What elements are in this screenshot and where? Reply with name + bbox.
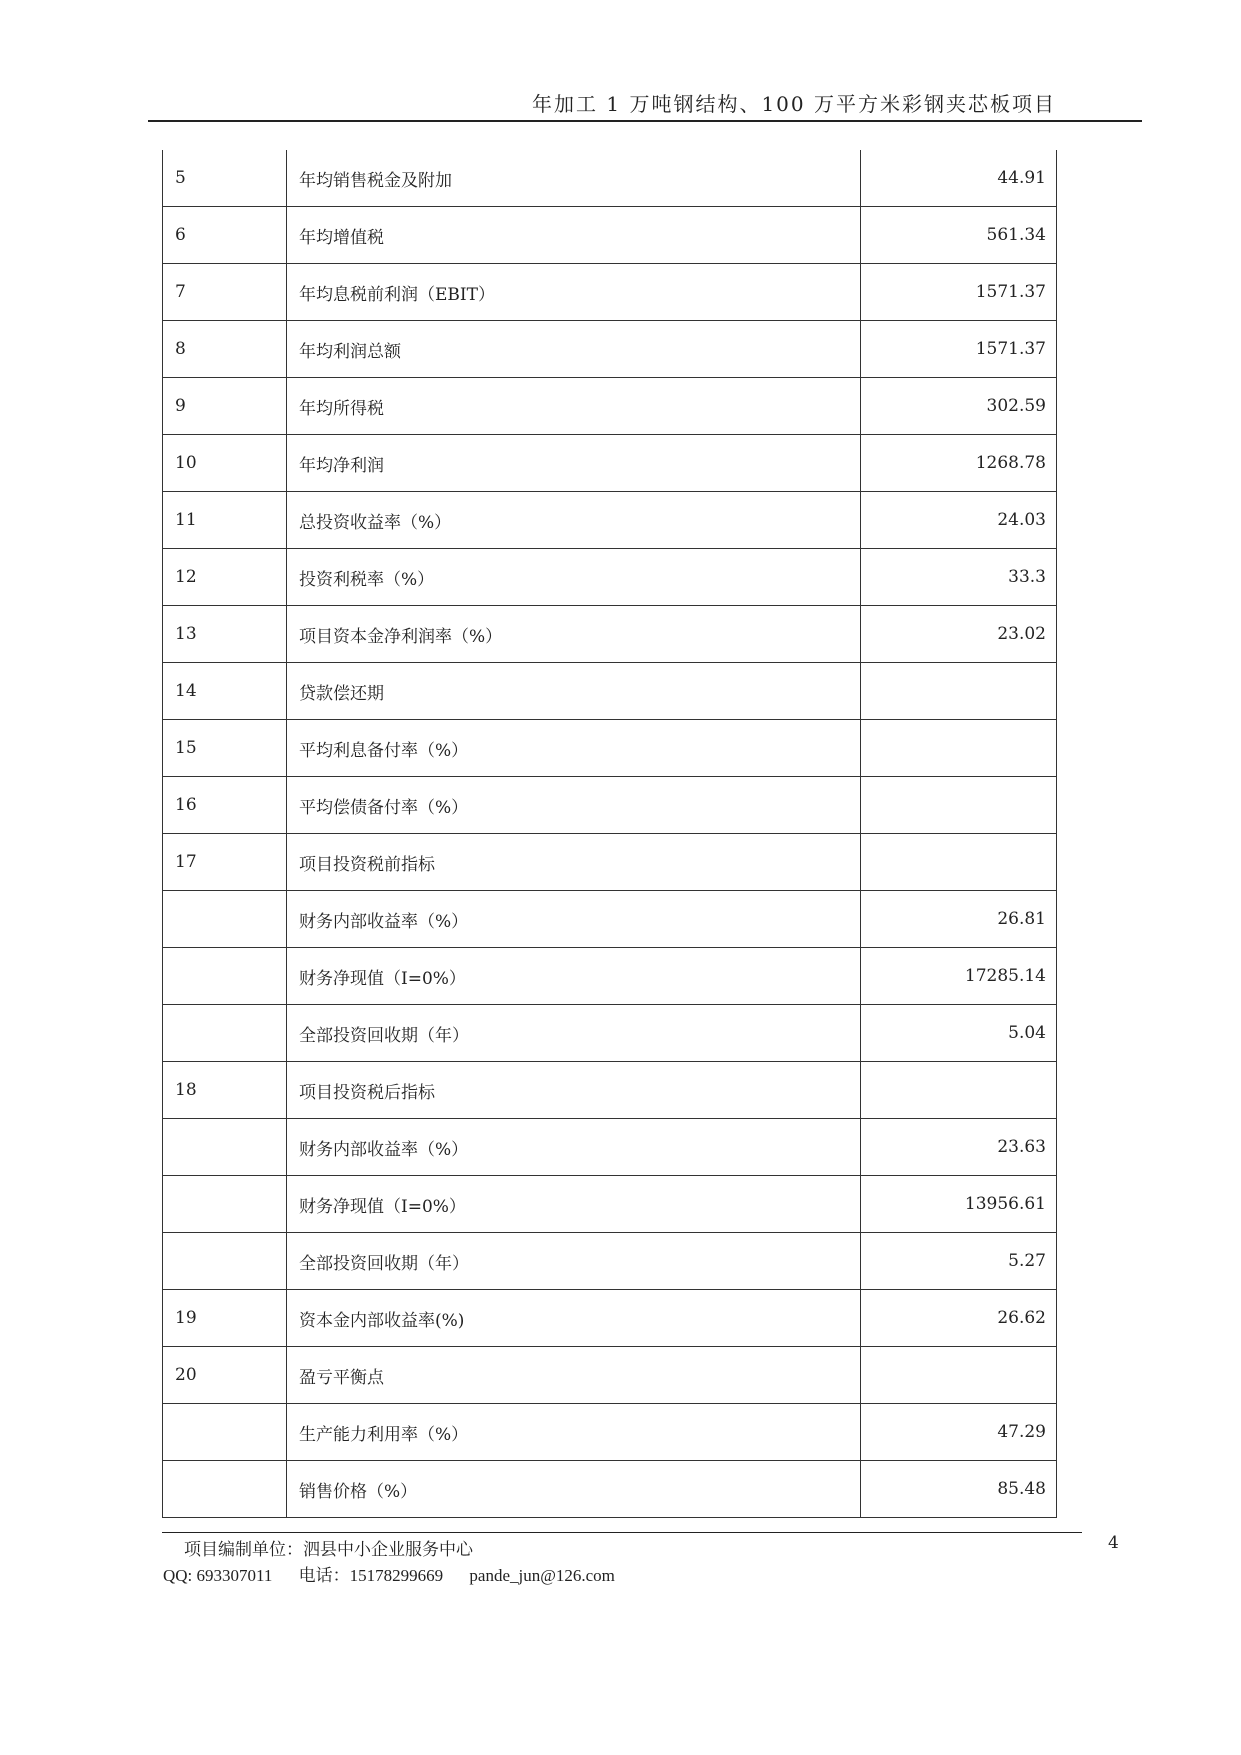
row-number-cell: 10 bbox=[163, 435, 287, 492]
indicator-name-cell: 贷款偿还期 bbox=[287, 663, 861, 720]
row-number-cell bbox=[163, 891, 287, 948]
row-number-cell: 9 bbox=[163, 378, 287, 435]
row-number-cell: 5 bbox=[163, 150, 287, 207]
footer-qq: QQ: 693307011 bbox=[163, 1566, 273, 1585]
indicator-name-cell: 项目投资税后指标 bbox=[287, 1062, 861, 1119]
indicator-value-cell: 23.02 bbox=[861, 606, 1057, 663]
footer-organization: 项目编制单位：泗县中小企业服务中心 bbox=[184, 1540, 473, 1560]
table-body bbox=[163, 150, 1057, 1518]
indicator-value-cell: 23.63 bbox=[861, 1119, 1057, 1176]
header-divider bbox=[148, 120, 1142, 122]
table-row bbox=[163, 264, 1057, 321]
table-row bbox=[163, 492, 1057, 549]
indicator-name-cell: 平均偿债备付率（%） bbox=[287, 777, 861, 834]
row-number-cell: 20 bbox=[163, 1347, 287, 1404]
table-row bbox=[163, 1062, 1057, 1119]
row-number-cell bbox=[163, 1233, 287, 1290]
row-number-cell: 13 bbox=[163, 606, 287, 663]
row-number-cell bbox=[163, 1404, 287, 1461]
indicator-value-cell: 17285.14 bbox=[861, 948, 1057, 1005]
row-number-cell bbox=[163, 1119, 287, 1176]
table-row bbox=[163, 606, 1057, 663]
row-number-cell bbox=[163, 1461, 287, 1518]
indicator-name-cell: 年均息税前利润（EBIT） bbox=[287, 264, 861, 321]
table-row bbox=[163, 777, 1057, 834]
indicator-name-cell: 平均利息备付率（%） bbox=[287, 720, 861, 777]
table-row bbox=[163, 663, 1057, 720]
table-row bbox=[163, 1290, 1057, 1347]
row-number-cell: 17 bbox=[163, 834, 287, 891]
table-row bbox=[163, 549, 1057, 606]
table-row bbox=[163, 435, 1057, 492]
table-row bbox=[163, 834, 1057, 891]
indicator-value-cell: 302.59 bbox=[861, 378, 1057, 435]
indicator-name-cell: 销售价格（%） bbox=[287, 1461, 861, 1518]
footer-contact bbox=[163, 1561, 637, 1586]
row-number-cell: 7 bbox=[163, 264, 287, 321]
indicator-value-cell: 13956.61 bbox=[861, 1176, 1057, 1233]
indicator-name-cell: 盈亏平衡点 bbox=[287, 1347, 861, 1404]
indicator-name-cell: 全部投资回收期（年） bbox=[287, 1233, 861, 1290]
indicator-value-cell: 26.81 bbox=[861, 891, 1057, 948]
row-number-cell: 12 bbox=[163, 549, 287, 606]
indicator-value-cell bbox=[861, 1062, 1057, 1119]
table-row bbox=[163, 1404, 1057, 1461]
row-number-cell bbox=[163, 1176, 287, 1233]
indicator-name-cell: 财务净现值（I=0%） bbox=[287, 948, 861, 1005]
indicator-name-cell: 项目投资税前指标 bbox=[287, 834, 861, 891]
indicator-name-cell: 投资利税率（%） bbox=[287, 549, 861, 606]
indicator-name-cell: 年均销售税金及附加 bbox=[287, 150, 861, 207]
row-number-cell: 15 bbox=[163, 720, 287, 777]
table-row bbox=[163, 891, 1057, 948]
indicator-value-cell bbox=[861, 720, 1057, 777]
table-row bbox=[163, 321, 1057, 378]
table-row bbox=[163, 1461, 1057, 1518]
indicator-name-cell: 年均利润总额 bbox=[287, 321, 861, 378]
indicator-value-cell: 26.62 bbox=[861, 1290, 1057, 1347]
table-row bbox=[163, 1119, 1057, 1176]
row-number-cell: 16 bbox=[163, 777, 287, 834]
indicator-name-cell: 资本金内部收益率(%) bbox=[287, 1290, 861, 1347]
footer-phone: 电话：15178299669 bbox=[298, 1566, 444, 1585]
indicator-name-cell: 财务内部收益率（%） bbox=[287, 891, 861, 948]
indicator-value-cell: 33.3 bbox=[861, 549, 1057, 606]
row-number-cell: 8 bbox=[163, 321, 287, 378]
indicator-value-cell: 1571.37 bbox=[861, 264, 1057, 321]
indicator-value-cell: 47.29 bbox=[861, 1404, 1057, 1461]
row-number-cell: 6 bbox=[163, 207, 287, 264]
footer-divider bbox=[162, 1532, 1082, 1533]
row-number-cell: 19 bbox=[163, 1290, 287, 1347]
indicator-name-cell: 财务净现值（I=0%） bbox=[287, 1176, 861, 1233]
table-row bbox=[163, 1233, 1057, 1290]
indicator-value-cell: 5.27 bbox=[861, 1233, 1057, 1290]
table-row bbox=[163, 720, 1057, 777]
table-row bbox=[163, 1176, 1057, 1233]
indicator-name-cell: 年均增值税 bbox=[287, 207, 861, 264]
row-number-cell: 18 bbox=[163, 1062, 287, 1119]
row-number-cell: 11 bbox=[163, 492, 287, 549]
indicator-value-cell bbox=[861, 663, 1057, 720]
indicator-name-cell: 年均所得税 bbox=[287, 378, 861, 435]
indicator-value-cell bbox=[861, 1347, 1057, 1404]
indicator-value-cell: 44.91 bbox=[861, 150, 1057, 207]
table-row bbox=[163, 207, 1057, 264]
page-number: 4 bbox=[1108, 1533, 1119, 1553]
indicator-value-cell bbox=[861, 834, 1057, 891]
indicator-value-cell bbox=[861, 777, 1057, 834]
indicator-value-cell: 561.34 bbox=[861, 207, 1057, 264]
indicator-name-cell: 全部投资回收期（年） bbox=[287, 1005, 861, 1062]
indicator-value-cell: 5.04 bbox=[861, 1005, 1057, 1062]
table-row bbox=[163, 1005, 1057, 1062]
indicator-name-cell: 总投资收益率（%） bbox=[287, 492, 861, 549]
indicator-name-cell: 财务内部收益率（%） bbox=[287, 1119, 861, 1176]
indicator-value-cell: 24.03 bbox=[861, 492, 1057, 549]
row-number-cell bbox=[163, 1005, 287, 1062]
table-row bbox=[163, 1347, 1057, 1404]
financial-indicators-table bbox=[162, 150, 1057, 1518]
indicator-value-cell: 1268.78 bbox=[861, 435, 1057, 492]
footer-email: pande_jun@126.com bbox=[469, 1566, 615, 1585]
indicator-name-cell: 项目资本金净利润率（%） bbox=[287, 606, 861, 663]
table-row bbox=[163, 378, 1057, 435]
table-row bbox=[163, 150, 1057, 207]
row-number-cell: 14 bbox=[163, 663, 287, 720]
indicator-name-cell: 生产能力利用率（%） bbox=[287, 1404, 861, 1461]
document-header-title: 年加工 1 万吨钢结构、100 万平方米彩钢夹芯板项目 bbox=[532, 92, 1056, 116]
table-row bbox=[163, 948, 1057, 1005]
indicator-value-cell: 85.48 bbox=[861, 1461, 1057, 1518]
row-number-cell bbox=[163, 948, 287, 1005]
indicator-name-cell: 年均净利润 bbox=[287, 435, 861, 492]
indicator-value-cell: 1571.37 bbox=[861, 321, 1057, 378]
